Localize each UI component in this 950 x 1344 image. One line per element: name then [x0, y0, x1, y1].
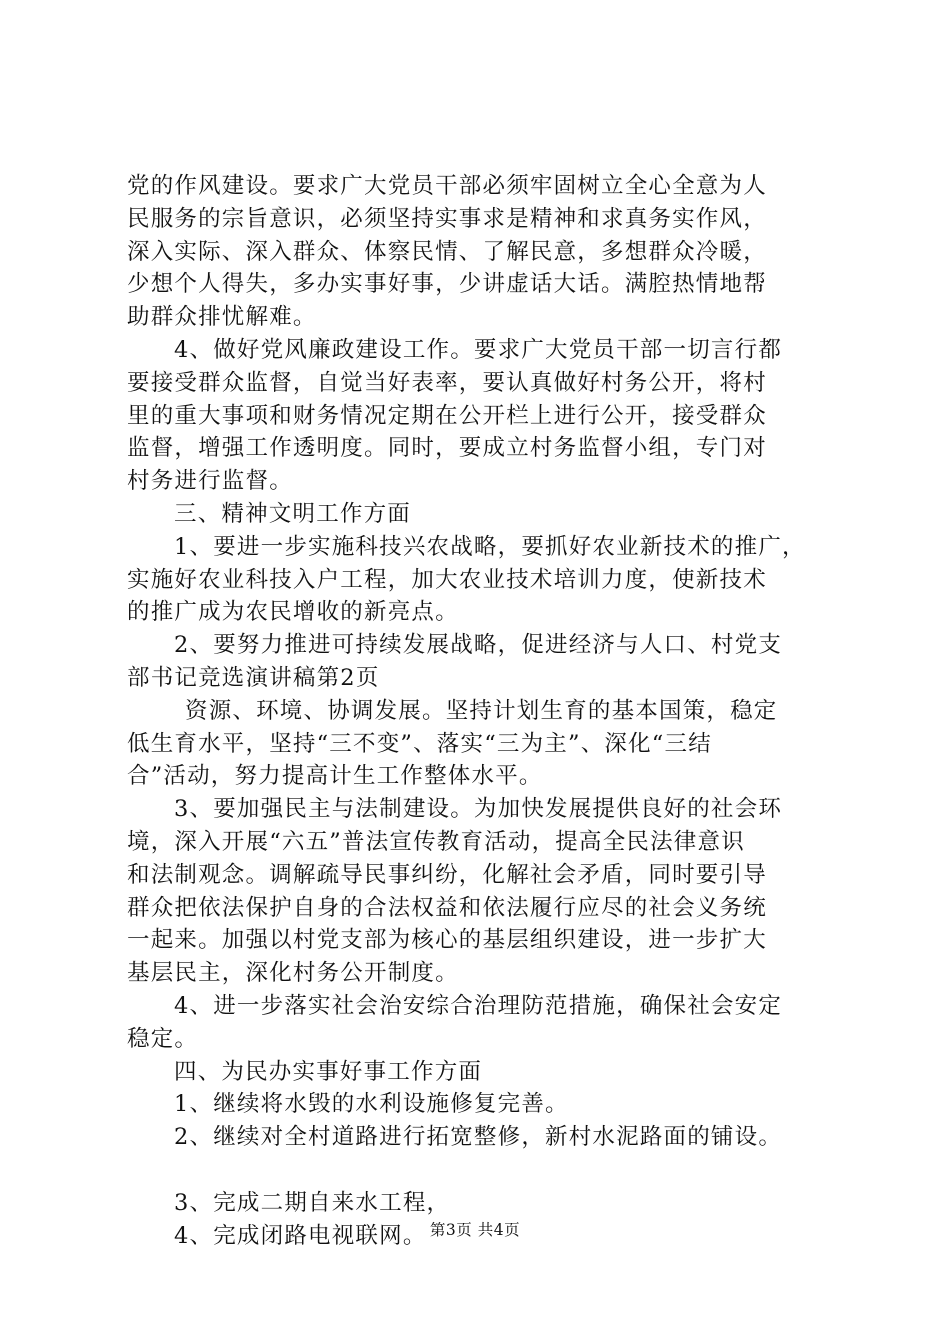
text-line: 合”活动，努力提高计生工作整体水平。	[127, 763, 543, 790]
text-line: 低生育水平，坚持“三不变”、落实“三为主”、深化“三结	[127, 730, 712, 757]
text-line: 党的作风建设。要求广大党员干部必须牢固树立全心全意为人	[127, 173, 767, 199]
text-line: 的推广成为农民增收的新亮点。	[127, 599, 459, 626]
section-heading: 四、为民办实事好事工作方面	[174, 1058, 483, 1085]
text-line: 4、完成闭路电视联网。	[174, 1222, 427, 1249]
text-line: 2、要努力推进可持续发展战略，促进经济与人口、村党支	[174, 632, 783, 659]
text-line: 4、进一步落实社会治安综合治理防范措施，确保社会安定	[174, 992, 783, 1019]
text-line: 3、完成二期自来水工程，	[174, 1189, 451, 1216]
text-line: 实施好农业科技入户工程，加大农业技术培训力度，使新技术	[127, 566, 767, 593]
text-line: 一起来。加强以村党支部为核心的基层组织建设，进一步扩大	[127, 927, 767, 954]
page-footer: 第3页 共4页	[429, 1221, 521, 1239]
text-line: 3、要加强民主与法制建设。为加快发展提供良好的社会环	[174, 796, 783, 823]
text-line: 部书记竞选演讲稿第2页	[127, 664, 380, 691]
text-line: 助群众排忧解难。	[127, 304, 317, 331]
text-line: 和法制观念。调解疏导民事纠纷，化解社会矛盾，同时要引导	[127, 861, 767, 888]
text-line: 监督，增强工作透明度。同时，要成立村务监督小组，专门对	[127, 435, 767, 462]
text-line: 基层民主，深化村务公开制度。	[127, 960, 459, 987]
text-line: 要接受群众监督，自觉当好表率，要认真做好村务公开，将村	[127, 369, 767, 396]
text-line: 4、做好党风廉政建设工作。要求广大党员干部一切言行都	[174, 336, 783, 363]
text-line: 稳定。	[127, 1025, 199, 1052]
text-line: 1、要进一步实施科技兴农战略，要抓好农业新技术的推广，	[174, 533, 806, 560]
text-line: 民服务的宗旨意识，必须坚持实事求是精神和求真务实作风，	[127, 205, 767, 232]
text-line: 2、继续对全村道路进行拓宽整修，新村水泥路面的铺设。	[174, 1124, 783, 1151]
document-body	[127, 170, 839, 1252]
text-line: 村务进行监督。	[127, 468, 293, 495]
text-line: 资源、环境、协调发展。坚持计划生育的基本国策，稳定	[185, 697, 778, 724]
text-line: 里的重大事项和财务情况定期在公开栏上进行公开，接受群众	[127, 402, 767, 429]
text-line: 深入实际、深入群众、体察民情、了解民意，多想群众冷暖，	[127, 238, 767, 265]
text-line: 境，深入开展“六五”普法宣传教育活动，提高全民法律意识	[127, 828, 745, 855]
text-line: 1、继续将水毁的水利设施修复完善。	[174, 1091, 569, 1118]
text-line: 群众把依法保护自身的合法权益和依法履行应尽的社会义务统	[127, 894, 767, 921]
section-heading: 三、精神文明工作方面	[174, 500, 412, 527]
text-line: 少想个人得失，多办实事好事，少讲虚话大话。满腔热情地帮	[127, 271, 767, 298]
blank-line	[127, 1154, 839, 1187]
